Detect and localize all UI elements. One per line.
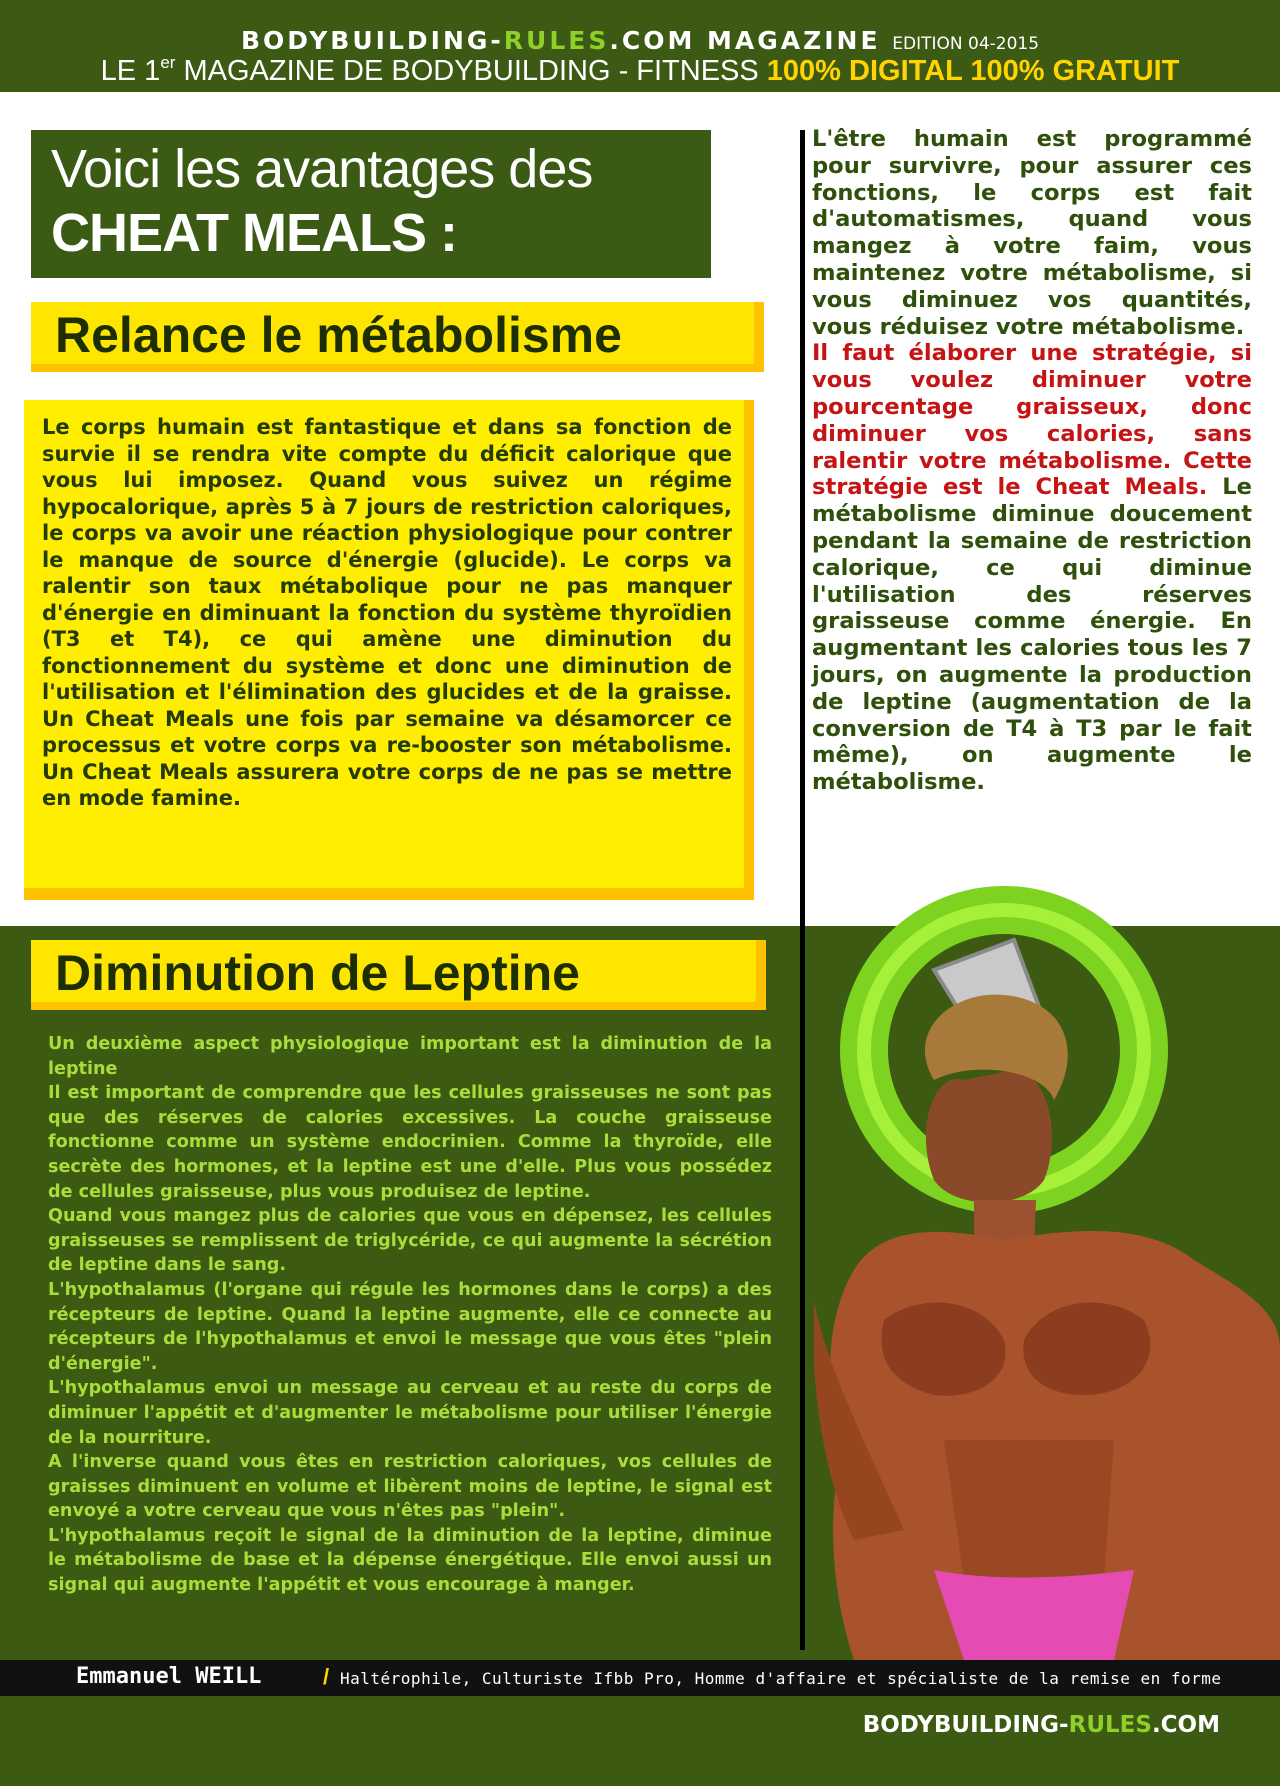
edition-label: EDITION 04-2015 <box>892 34 1040 54</box>
section2-paragraph: L'hypothalamus (l'organe qui régule les hormones dans le corps) a des récepteurs de leptine. Quand la leptine augmente, elle ce connecte au récepteurs de l'hypothalamus et envoi le message que vous êtes "plein d'énergie". <box>48 1279 772 1374</box>
section2-body <box>48 1032 772 1598</box>
column-divider <box>800 130 805 1650</box>
footer-site-link[interactable] <box>0 1712 1220 1738</box>
brand-part-c: .COM MAGAZINE <box>609 26 881 55</box>
footer-author-bar <box>0 1660 1280 1696</box>
tagline-gratuit: 100% DIGITAL 100% GRATUIT <box>766 55 1180 87</box>
footer-separator: / <box>323 1664 330 1689</box>
article-title-line2: CHEAT MEALS : <box>51 203 457 263</box>
magazine-header <box>0 0 1280 92</box>
section2-paragraph: Quand vous mangez plus de calories que vous en dépensez, les cellules graisseuses se remplissent de triglycéride, ce qui augmente la sécrétion de leptine dans le sang. <box>48 1206 772 1276</box>
section1-text-box <box>24 400 754 900</box>
magazine-tagline <box>0 55 1280 88</box>
author-name: Emmanuel WEILL <box>76 1664 262 1689</box>
section2-paragraph: L'hypothalamus reçoit le signal de la diminution de la leptine, diminue le métabolisme de base et la dépense énergétique. Elle envoi aussi un signal qui augmente l'appétit et vous encourage à manger. <box>48 1525 772 1596</box>
tagline-part-a: LE 1 <box>100 55 161 87</box>
article-title-box <box>31 130 711 278</box>
bodybuilder-photo <box>814 880 1280 1660</box>
section2-paragraph: A l'inverse quand vous êtes en restriction caloriques, vos cellules de graisses diminuent en volume et libèrent moins de leptine, le signal est envoyé a votre cerveau que vous n'êtes pas "plein". <box>48 1452 772 1522</box>
brand-part-a: BODYBUILDING- <box>240 26 504 55</box>
site-part-c: .COM <box>1151 1712 1220 1738</box>
site-part-a: BODYBUILDING- <box>862 1712 1069 1738</box>
section2-paragraph: L'hypothalamus envoi un message au cerveau et au reste du corps de diminuer l'appétit et d'augmenter le métabolisme pour utiliser l'énergie de la nourriture. <box>48 1378 772 1448</box>
section1-paragraph: Le corps humain est fantastique et dans sa fonction de survie il se rendra vite compte du déficit calorique que vous lui imposez. Quand vous suivez un régime hypocalorique, après 5 à 7 jours de restriction caloriques, le corps va avoir une réaction physiologique pour contrer le manque de source d'énergie (glucide). Le corps va ralentir son taux métabolique pour ne pas manquer d'énergie en diminuant la fonction du système thyroïdien (T3 et T4), ce qui amène une diminution du fonctionnement du système et donc une diminution de l'utilisation et l'élimination des glucides et de la graisse. Un Cheat Meals une fois par semaine va désamorcer ce processus et votre corps va re-booster son métabolisme. Un Cheat Meals assurera votre corps de ne pas se mettre en mode famine. <box>42 415 732 810</box>
section2-paragraph: Il est important de comprendre que les cellules graisseuses ne sont pas que des réserves de calories excessives. La couche graisseuse fonctionne comme un système endocrinien. Comme la thyroïde, elle secrète des hormones, et la leptine est une d'elle. Plus vous possédez de cellules graisseuse, plus vous produisez de leptine. <box>48 1083 772 1202</box>
section2-heading-text: Diminution de Leptine <box>55 945 580 1001</box>
article-title-line1: Voici les avantages des <box>51 139 593 199</box>
right-column-text <box>812 126 1252 796</box>
brand-part-b: RULES <box>503 26 610 55</box>
right-column-highlight: Il faut élaborer une stratégie, si vous voulez diminuer votre pourcentage graisseux, donc diminuer vos calories, sans ralentir votre métabolisme. Cette stratégie est le Cheat Meals. <box>812 340 1252 501</box>
author-description: Haltérophile, Culturiste Ifbb Pro, Homme d'affaire et spécialiste de la remise en forme <box>340 1669 1222 1688</box>
section1-heading-text: Relance le métabolisme <box>55 307 622 363</box>
right-column-paragraph1: L'être humain est programmé pour survivre, pour assurer ces fonctions, le corps est fait d'automatismes, quand vous mangez à votre faim, vous maintenez votre métabolisme, si vous diminuez vos quantités, vous réduisez votre métabolisme. <box>812 126 1252 340</box>
tagline-part-b: MAGAZINE DE BODYBUILDING - FITNESS <box>175 55 767 87</box>
section2-heading <box>31 940 766 1010</box>
magazine-brand <box>0 26 1280 55</box>
section1-heading <box>31 302 764 372</box>
section2-paragraph: Un deuxième aspect physiologique important est la diminution de la leptine <box>48 1034 772 1079</box>
right-column-paragraph2: Le métabolisme diminue doucement pendant la semaine de restriction calorique, ce qui diminue l'utilisation des réserves graisseuse comme énergie. En augmentant les calories tous les 7 jours, on augmente la production de leptine (augmentation de la conversion de T4 à T3 par le fait même), on augmente le métabolisme. <box>812 474 1252 796</box>
tagline-superscript: er <box>160 53 176 72</box>
site-part-b: RULES <box>1068 1712 1152 1738</box>
